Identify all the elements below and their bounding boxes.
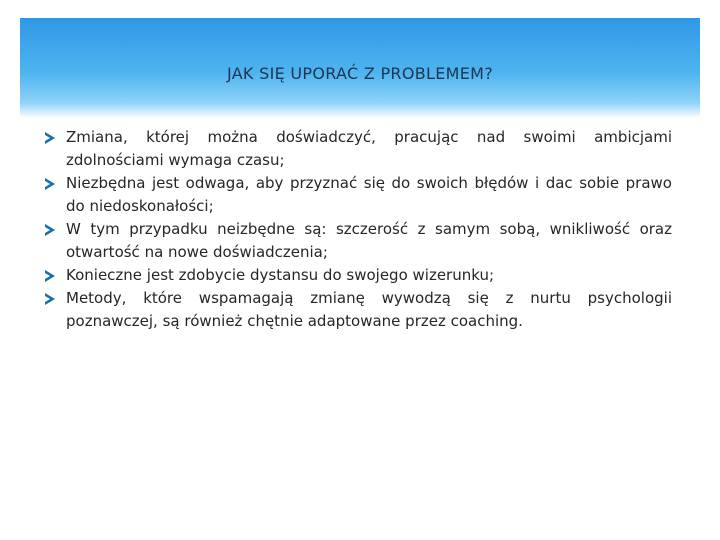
- arrow-bullet-icon: [45, 224, 55, 236]
- bullet-item: [44, 126, 672, 172]
- bullet-text: Konieczne jest zdobycie dystansu do swojego wizerunku;: [66, 266, 495, 284]
- bullet-item: [44, 287, 672, 333]
- bullet-text: W tym przypadku neizbędne są: szczerość z samym sobą, wnikliwość oraz otwartość na nowe doświadczenia;: [66, 220, 672, 261]
- arrow-bullet-icon: [45, 132, 55, 144]
- bullet-text: Metody, które wspamagają zmianę wywodzą się z nurtu psychologii poznawczej, są również chętnie adaptowane przez coaching.: [66, 289, 672, 330]
- bullet-item: [44, 218, 672, 264]
- bullet-text: Zmiana, której można doświadczyć, pracując nad swoimi ambicjami zdolnościami wymaga czasu;: [66, 128, 672, 169]
- bullet-item: [44, 172, 672, 218]
- bullet-list: [44, 126, 672, 333]
- bullet-item: [44, 264, 672, 287]
- arrow-bullet-icon: [45, 270, 55, 282]
- bullet-text: Niezbędna jest odwaga, aby przyznać się do swoich błędów i dac sobie prawo do niedoskonałości;: [66, 174, 672, 215]
- arrow-bullet-icon: [45, 178, 55, 190]
- arrow-bullet-icon: [45, 293, 55, 305]
- slide-title: JAK SIĘ UPORAĆ Z PROBLEMEM?: [226, 64, 494, 83]
